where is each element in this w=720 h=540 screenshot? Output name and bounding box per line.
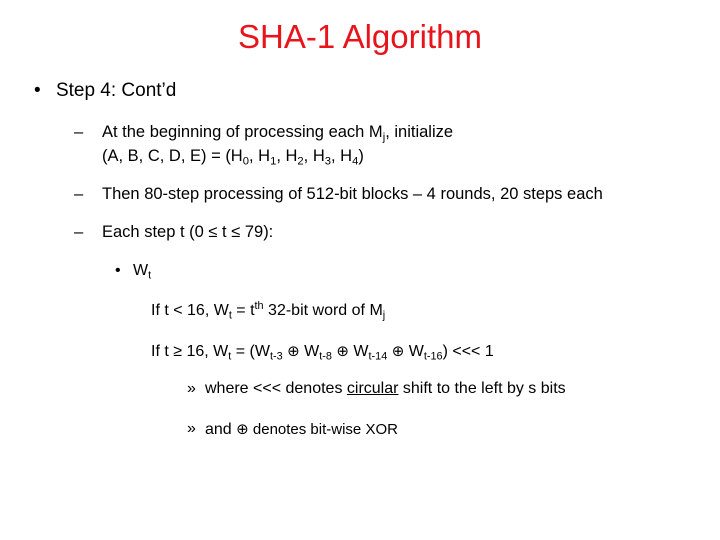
h-sep-2: , H [276, 147, 298, 165]
init-vars: (A, B, C, D, E) = (H [102, 147, 243, 165]
rule-a-mid: = t [231, 302, 255, 319]
note1-circular: circular [346, 380, 399, 397]
xor-symbol-1: ⊕ [287, 342, 300, 360]
note2-pre: and [205, 421, 237, 438]
note-circular-shift [205, 380, 566, 398]
sub-bullet-init-dash: – [74, 123, 84, 141]
note1-pre: where <<< denotes [205, 380, 347, 397]
note2-post: denotes bit-wise XOR [248, 421, 398, 438]
rule-b-w8: W [299, 343, 320, 360]
rule-a-post: 32-bit word of M [263, 302, 383, 319]
h-sep-4: , H [331, 147, 353, 165]
init-sub-j: j [382, 131, 386, 144]
rule-t-lt-16 [151, 302, 385, 320]
sub-bullet-steps-dash: – [74, 185, 84, 203]
rule-a-sup-th: th [254, 300, 264, 313]
wt-bullet-marker: • [115, 262, 121, 279]
note-xor-marker: » [187, 420, 196, 437]
wt-bullet-text [133, 262, 151, 280]
init-text-end: , initialize [385, 123, 454, 141]
h2-sub: 2 [297, 155, 304, 168]
xor-symbol-3: ⊕ [391, 342, 405, 360]
bullet-marker: • [34, 80, 41, 101]
h3-sub: 3 [324, 155, 332, 168]
rule-b-w14: W [348, 343, 369, 360]
h-sep-1: , H [248, 147, 271, 165]
rule-b-sub-t3: t-3 [269, 350, 283, 363]
xor-symbol-2: ⊕ [336, 342, 349, 360]
h1-sub: 1 [270, 155, 277, 168]
rule-b-w16: W [404, 343, 424, 360]
note-circular-marker: » [187, 380, 196, 397]
xor-symbol-4: ⊕ [236, 420, 249, 438]
note1-post: shift to the left by s bits [398, 380, 566, 397]
wt-w: W [133, 262, 149, 279]
rule-b-sub-t14: t-14 [368, 350, 388, 363]
rule-b-sub-t8: t-8 [319, 350, 332, 363]
wt-sub-t: t [148, 269, 152, 282]
rule-a-pre: If t < 16, W [151, 302, 229, 319]
rule-b-sub-t16: t-16 [423, 350, 443, 363]
init-close: ) [358, 147, 364, 165]
rule-b-sub-t: t [228, 350, 232, 363]
note-xor [205, 420, 398, 439]
h0-sub: 0 [242, 155, 249, 168]
h4-sub: 4 [352, 155, 359, 168]
rule-a-sub-t: t [228, 309, 232, 322]
bullet-step4 [34, 80, 176, 102]
sub-bullet-each-dash: – [74, 223, 84, 241]
sub-bullet-init-line1 [102, 123, 453, 142]
sub-bullet-init-line2 [102, 147, 364, 166]
init-text: At the beginning of processing each M [102, 123, 383, 141]
rule-b-pre: If t ≥ 16, W [151, 343, 229, 360]
slide-title: SHA-1 Algorithm [238, 18, 482, 55]
bullet-step4-text: Step 4: Cont’d [55, 80, 177, 101]
rule-b-end: ) <<< 1 [442, 343, 494, 360]
rule-b-mid: = (W [231, 343, 270, 360]
sub-bullet-each-text: Each step t (0 ≤ t ≤ 79): [102, 223, 274, 241]
sub-bullet-steps-text: Then 80-step processing of 512-bit blocks – 4 rounds, 20 steps each [102, 185, 603, 203]
rule-t-ge-16 [151, 342, 494, 361]
rule-a-sub-j: j [382, 309, 386, 322]
h-sep-3: , H [303, 147, 325, 165]
